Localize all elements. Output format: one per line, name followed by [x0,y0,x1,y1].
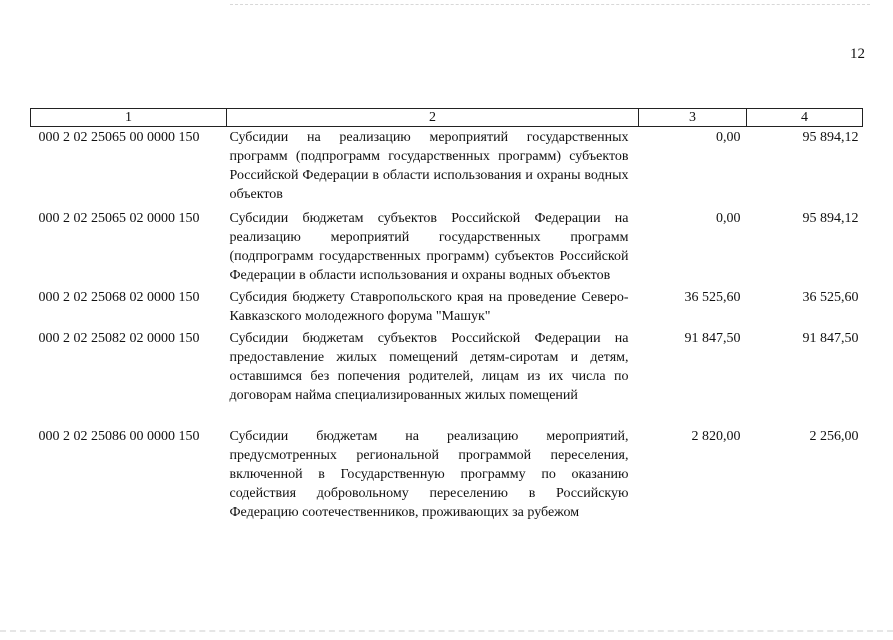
value-col4: 2 256,00 [809,429,859,444]
value-col4: 95 894,12 [802,211,859,226]
value-col4: 36 525,60 [802,290,859,305]
column-header-1: 1 [31,109,227,127]
description: Субсидии бюджетам субъектов Российской Федерации на реализацию мероприятий государственных программ (подпрограмм государственных программ) субъектов Российской Федерации в области использования и охраны водных объектов [229,211,629,283]
value-col3: 0,00 [716,211,741,226]
table-row [31,288,863,329]
description: Субсидии на реализацию мероприятий государственных программ (подпрограмм государственных программ) субъектов Российской Федерации в области использования и охраны водных объектов [229,130,629,202]
table-row [31,427,863,522]
budget-code: 000 2 02 25065 00 0000 150 [38,130,200,145]
table-row [31,209,863,288]
budget-code: 000 2 02 25065 02 0000 150 [38,211,200,226]
table-row [31,127,863,210]
value-col4: 91 847,50 [802,331,859,346]
value-col4: 95 894,12 [802,130,859,145]
column-header-3: 3 [639,109,747,127]
scan-edge-top [230,4,870,5]
table-header-row [31,109,863,127]
description: Субсидия бюджету Ставропольского края на проведение Северо-Кавказского молодежного форума "Машук" [229,290,629,324]
budget-table [30,108,863,522]
table-row [31,329,863,427]
value-col3: 0,00 [716,130,741,145]
description: Субсидии бюджетам субъектов Российской Федерации на предоставление жилых помещений детям-сиротам и детям, оставшимся без попечения родителей, лицам из их числа по договорам найма специализированных жилых помещений [229,331,629,403]
description: Субсидии бюджетам на реализацию мероприятий, предусмотренных региональной программой переселения, включенной в Государственную программу по оказанию содействия добровольному переселению в Российскую Федерацию соотечественников, проживающих за рубежом [229,429,629,520]
scan-edge-bottom [0,630,893,632]
value-col3: 91 847,50 [684,331,741,346]
column-header-2: 2 [227,109,639,127]
budget-code: 000 2 02 25068 02 0000 150 [38,290,200,305]
value-col3: 2 820,00 [691,429,741,444]
budget-code: 000 2 02 25082 02 0000 150 [38,331,200,346]
budget-code: 000 2 02 25086 00 0000 150 [38,429,200,444]
page-number: 12 [850,46,865,62]
column-header-4: 4 [747,109,863,127]
value-col3: 36 525,60 [684,290,741,305]
